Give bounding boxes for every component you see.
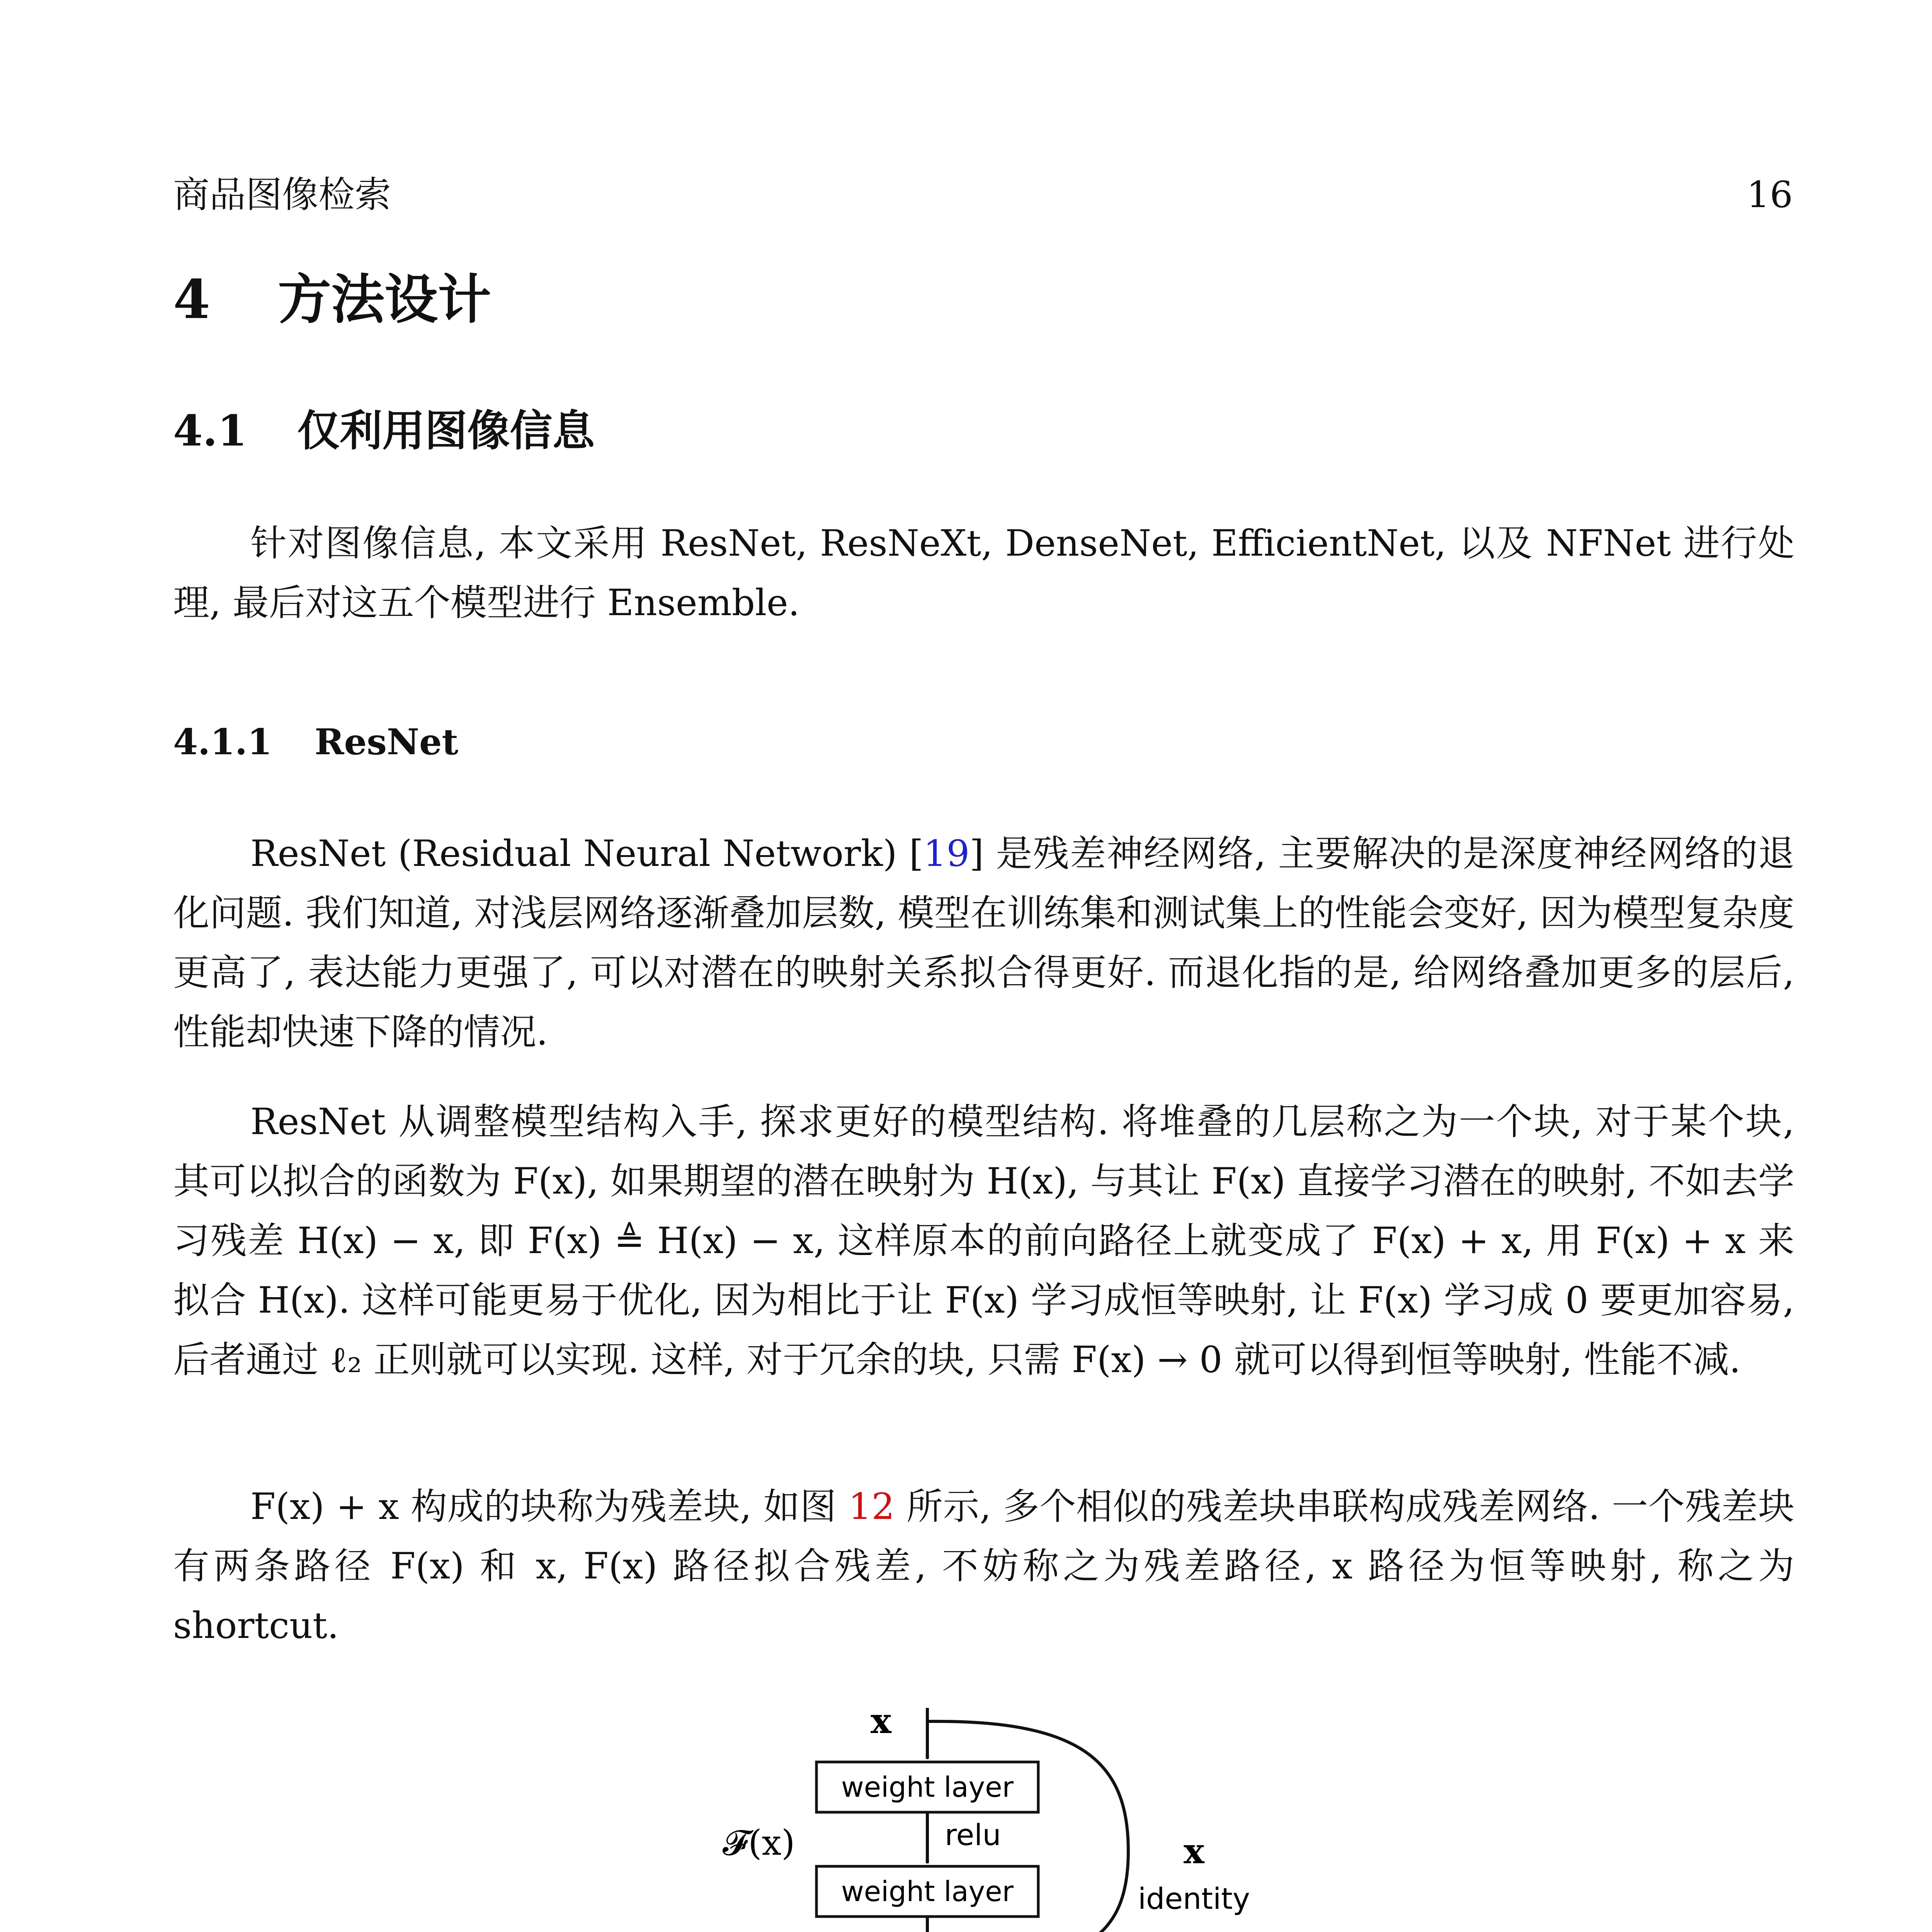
citation-link[interactable]: 19 (923, 833, 970, 875)
subsubsection-heading (173, 719, 458, 765)
subsection-number: 4.1 (173, 406, 247, 456)
relu-label-1: relu (945, 1818, 1001, 1852)
paragraph-resnet-intro (173, 824, 1794, 1062)
figure-link[interactable]: 12 (848, 1486, 895, 1528)
fx-label: 𝓕(x) (723, 1823, 795, 1863)
running-title: 商品图像检索 (173, 174, 391, 216)
input-x-label: x (871, 1701, 891, 1742)
identity-label: identity (1138, 1881, 1250, 1916)
subsubsection-title: ResNet (315, 721, 459, 763)
subsection-title: 仅利用图像信息 (297, 406, 595, 456)
paragraph-intro: 针对图像信息, 本文采用 ResNet, ResNeXt, DenseNet, EfficientNet, 以及 NFNet 进行处理, 最后对这五个模型进行 Ensemble. (173, 522, 1794, 624)
paragraph-text: ] 是残差神经网络, 主要解决的是深度神经网络的退化问题. 我们知道, 对浅层网络逐渐叠加层数, 模型在训练集和测试集上的性能会变好, 因为模型复杂度更高了, 表达能力更强了, 可以对潜在的映射关系拟合得更好. 而退化指的是, 给网络叠加更多的层后, 性能却快速下降的情况. (173, 833, 1794, 1053)
section-title: 方法设计 (278, 268, 492, 331)
section-number: 4 (173, 268, 211, 331)
weight-layer-label-2: weight layer (841, 1875, 1014, 1908)
paragraph-text: ResNet (Residual Neural Network) [ (250, 833, 923, 875)
section-heading (173, 267, 491, 332)
paragraph-text: F(x) + x 构成的块称为残差块, 如图 (250, 1486, 849, 1528)
paragraph-residual-learning: ResNet 从调整模型结构入手, 探求更好的模型结构. 将堆叠的几层称之为一个块, 对于某个块, 其可以拟合的函数为 F(x), 如果期望的潜在映射为 H(x), 与其让 F(x) 直接学习潜在的映射, 不如去学习残差 H(x) − x, 即 F(x) ≜ H(x) − x, 这样原本的前向路径上就变成了 F(x) + x, 用 F(x) + x 来拟合 H(x). 这样可能更易于优化, 因为相比于让 F(x) 学习成恒等映射, 让 F(x) 学习成 0 要更加容易, 后者通过 ℓ₂ 正则就可以实现. 这样, 对于冗余的块, 只需 F(x) → 0 就可以得到恒等映射, 性能不减. (173, 1101, 1794, 1381)
paragraph-text: 所示, 多个相似的残差块串联构成残差网络. 一个残差块有两条路径 F(x) 和 x, F(x) 路径拟合残差, 不妨称之为残差路径, x 路径为恒等映射, 称之为 shortcut. (173, 1486, 1795, 1647)
page-number: 16 (1747, 174, 1793, 216)
subsubsection-number: 4.1.1 (173, 721, 272, 763)
paragraph-residual-block (173, 1477, 1794, 1656)
shortcut-x-label: x (1184, 1831, 1204, 1872)
subsection-heading (173, 404, 595, 458)
resnet-block-diagram (657, 1685, 1391, 1932)
weight-layer-label-1: weight layer (841, 1771, 1014, 1803)
